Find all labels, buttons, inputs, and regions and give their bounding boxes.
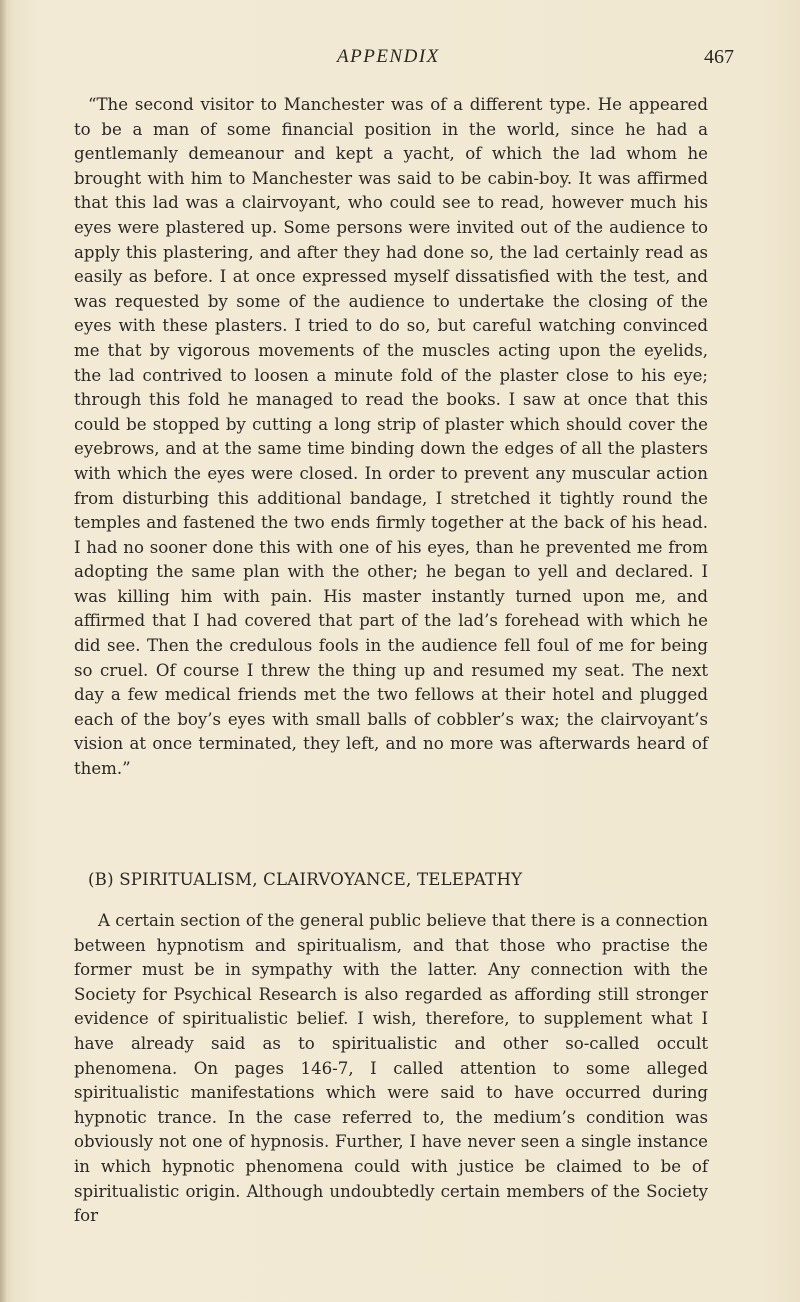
- body-paragraph-quote: “The second visitor to Manchester was of a different type. He appeared to be a man of some financial position in the world, since he had a gentlemanly demeanour and kept a yacht, of which the lad whom he brought with him to Manchester was said to be cabin-boy. It was affirmed that this lad was a clairvoyant, who could see to read, however much his eyes were plastered up. Some persons were invited out of the audience to apply this plastering, and after they had done so, the lad certainly read as easily as before. I at once expressed myself dissatisfied with the test, and was requested by some of the audience to undertake the closing of the eyes with these plasters. I tried to do so, but careful watching convinced me that by vigorous movements of the muscles acting upon the eyelids, the lad contrived to loosen a minute fold of the plaster close to his eye; through this fold he managed to read the books. I saw at once that this could be stopped by cutting a long strip of plaster which should cover the eyebrows, and at the same time binding down the edges of all the plasters with which the eyes were closed. In order to prevent any muscular action from disturbing this additional bandage, I stretched it tightly round the temples and fastened the two ends firmly together at the back of his head. I had no sooner done this with one of his eyes, than he prevented me from adopting the same plan with the other; he began to yell and declared. I was killing him with pain. His master instantly turned upon me, and affirmed that I had covered that part of the lad’s forehead with which he did see. Then the credulous fools in the audience fell foul of me for being so cruel. Of course I threw the thing up and resumed my seat. The next day a few medical friends met the two fellows at their hotel and plugged each of the boy’s eyes with small balls of cobbler’s wax; the clairvoyant’s vision at once terminated, they left, and no more was afterwards heard of them.”: [74, 95, 708, 779]
- page-number: 467: [704, 46, 734, 68]
- page-header: [0, 46, 800, 76]
- running-head: APPENDIX: [337, 46, 440, 67]
- section-heading: (B) SPIRITUALISM, CLAIRVOYANCE, TELEPATHY: [88, 870, 523, 889]
- page-edge: [0, 0, 6, 1302]
- body-paragraph-spiritualism: A certain section of the general public believe that there is a connection between hypnotism and spiritualism, and that those who practise the former must be in sympathy with the latter. Any connection with the Society for Psychical Research is also regarded as affording still stronger evidence of spiritualistic belief. I wish, therefore, to supplement what I have already said as to spiritualistic and other so-called occult phenomena. On pages 146-7, I called attention to some alleged spiritualistic manifestations which were said to have occurred during hypnotic trance. In the case referred to, the medium’s condition was obviously not one of hypnosis. Further, I have never seen a single instance in which hypnotic phenomena could with justice be claimed to be of spiritualistic origin. Although undoubtedly certain members of the Society for: [74, 911, 708, 1226]
